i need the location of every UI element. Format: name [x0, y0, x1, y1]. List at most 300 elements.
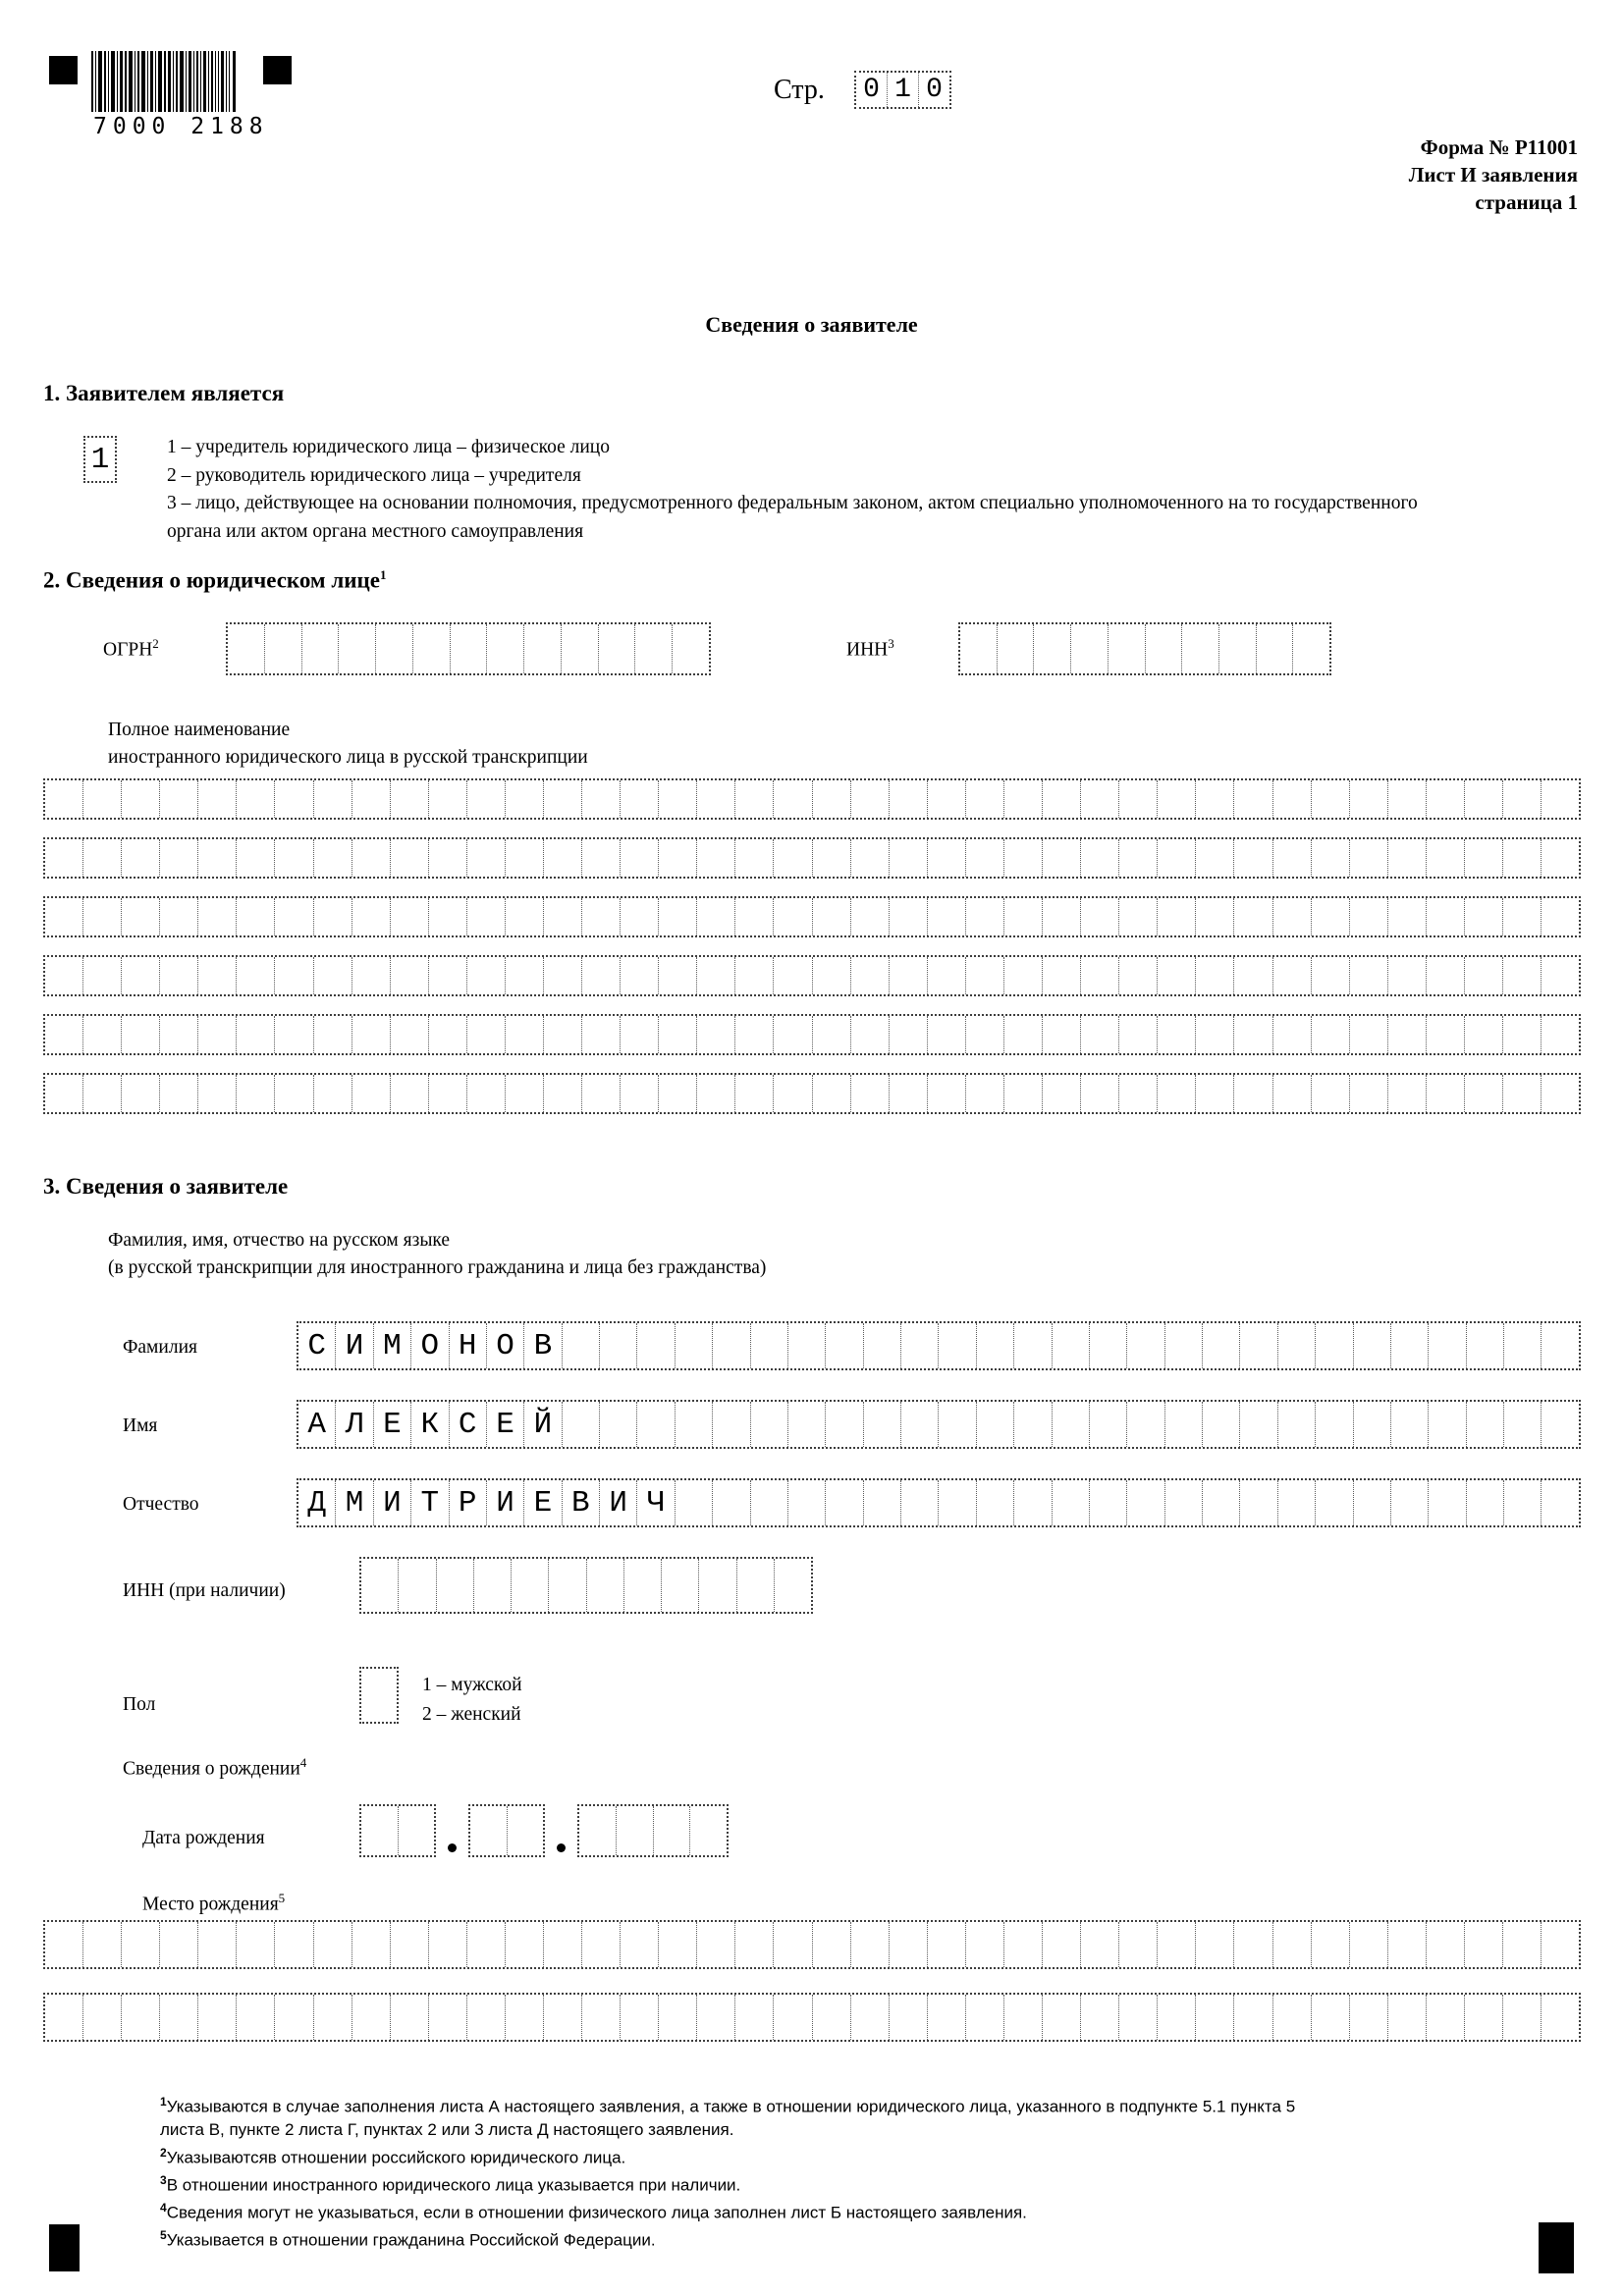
char-cell[interactable]: [788, 1402, 826, 1447]
char-cell[interactable]: [198, 1922, 237, 1967]
char-cell[interactable]: [1350, 1016, 1388, 1053]
char-cell[interactable]: [160, 898, 198, 935]
char-cell[interactable]: [1127, 1323, 1164, 1368]
char-cell[interactable]: [582, 780, 621, 818]
char-cell[interactable]: [265, 624, 302, 673]
char-cell[interactable]: [1053, 1323, 1090, 1368]
char-cell[interactable]: [361, 1559, 399, 1612]
birth-date-month-field[interactable]: [468, 1804, 545, 1857]
char-cell[interactable]: [1081, 1922, 1119, 1967]
char-cell[interactable]: [275, 898, 313, 935]
char-cell[interactable]: [1350, 957, 1388, 994]
char-cell[interactable]: [1388, 957, 1427, 994]
char-cell[interactable]: [751, 1402, 788, 1447]
char-cell[interactable]: [1388, 1016, 1427, 1053]
char-cell[interactable]: [1388, 839, 1427, 877]
char-cell[interactable]: [774, 1016, 812, 1053]
char-cell[interactable]: 1: [90, 442, 110, 477]
char-cell[interactable]: [1081, 1995, 1119, 2040]
char-cell[interactable]: [45, 1016, 83, 1053]
char-cell[interactable]: [512, 1559, 549, 1612]
char-cell[interactable]: [635, 624, 673, 673]
char-cell[interactable]: [621, 1995, 659, 2040]
char-cell[interactable]: [621, 898, 659, 935]
char-cell[interactable]: [352, 1995, 391, 2040]
char-cell[interactable]: [508, 1806, 544, 1855]
char-cell[interactable]: [813, 1922, 851, 1967]
char-cell[interactable]: [1354, 1480, 1391, 1525]
char-cell[interactable]: [621, 957, 659, 994]
char-cell[interactable]: [83, 1995, 122, 2040]
char-cell[interactable]: [713, 1480, 750, 1525]
char-cell[interactable]: [1234, 839, 1272, 877]
birth-date-day-field[interactable]: [359, 1804, 436, 1857]
char-cell[interactable]: [160, 1995, 198, 2040]
char-cell[interactable]: [122, 898, 160, 935]
char-cell[interactable]: [237, 1995, 275, 2040]
char-cell[interactable]: [361, 1669, 397, 1722]
char-cell[interactable]: [1388, 1922, 1427, 1967]
char-cell[interactable]: [391, 957, 429, 994]
char-cell[interactable]: [1196, 1016, 1234, 1053]
char-cell[interactable]: [1503, 1995, 1542, 2040]
char-cell[interactable]: [1158, 1075, 1196, 1112]
full-name-field-row-6[interactable]: [43, 1073, 1581, 1114]
char-cell[interactable]: [697, 1075, 735, 1112]
char-cell[interactable]: [1196, 1922, 1234, 1967]
char-cell[interactable]: [1427, 1075, 1465, 1112]
char-cell[interactable]: [467, 957, 506, 994]
char-cell[interactable]: [122, 1016, 160, 1053]
char-cell[interactable]: [966, 1075, 1004, 1112]
char-cell[interactable]: [851, 1995, 890, 2040]
char-cell[interactable]: [1429, 1323, 1466, 1368]
full-name-field-row-4[interactable]: [43, 955, 1581, 996]
char-cell[interactable]: [1158, 957, 1196, 994]
char-cell[interactable]: [1004, 1995, 1043, 2040]
char-cell[interactable]: [1119, 898, 1158, 935]
char-cell[interactable]: [939, 1402, 976, 1447]
char-cell[interactable]: [83, 839, 122, 877]
char-cell[interactable]: [1504, 1323, 1542, 1368]
char-cell[interactable]: В: [524, 1323, 562, 1368]
char-cell[interactable]: [1273, 839, 1312, 877]
char-cell[interactable]: [429, 898, 467, 935]
char-cell[interactable]: [1354, 1402, 1391, 1447]
char-cell[interactable]: [1240, 1402, 1277, 1447]
char-cell[interactable]: [122, 1075, 160, 1112]
char-cell[interactable]: [788, 1323, 826, 1368]
char-cell[interactable]: [1234, 1016, 1272, 1053]
char-cell[interactable]: [544, 1016, 582, 1053]
char-cell[interactable]: [506, 1075, 544, 1112]
char-cell[interactable]: [1427, 957, 1465, 994]
char-cell[interactable]: [1465, 1995, 1503, 2040]
char-cell[interactable]: [429, 957, 467, 994]
char-cell[interactable]: [659, 839, 697, 877]
char-cell[interactable]: [659, 957, 697, 994]
char-cell[interactable]: [826, 1323, 863, 1368]
char-cell[interactable]: [1004, 1922, 1043, 1967]
surname-field[interactable]: [297, 1321, 1581, 1370]
char-cell[interactable]: [1090, 1480, 1127, 1525]
char-cell[interactable]: [928, 898, 966, 935]
char-cell[interactable]: [1316, 1402, 1353, 1447]
char-cell[interactable]: [864, 1480, 901, 1525]
char-cell[interactable]: [751, 1323, 788, 1368]
char-cell[interactable]: [237, 780, 275, 818]
full-name-field-row-3[interactable]: [43, 896, 1581, 937]
char-cell[interactable]: [1273, 1016, 1312, 1053]
char-cell[interactable]: [1542, 1075, 1579, 1112]
char-cell[interactable]: [890, 898, 928, 935]
char-cell[interactable]: [735, 1016, 774, 1053]
char-cell[interactable]: [1196, 780, 1234, 818]
char-cell[interactable]: [1316, 1323, 1353, 1368]
char-cell[interactable]: [198, 1995, 237, 2040]
char-cell[interactable]: [1257, 624, 1294, 673]
char-cell[interactable]: [391, 898, 429, 935]
char-cell[interactable]: [1354, 1323, 1391, 1368]
char-cell[interactable]: [1014, 1480, 1052, 1525]
char-cell[interactable]: [198, 780, 237, 818]
char-cell[interactable]: [659, 1922, 697, 1967]
char-cell[interactable]: [966, 1922, 1004, 1967]
char-cell[interactable]: [544, 1995, 582, 2040]
char-cell[interactable]: [813, 898, 851, 935]
char-cell[interactable]: [506, 780, 544, 818]
char-cell[interactable]: [1158, 780, 1196, 818]
char-cell[interactable]: [302, 624, 340, 673]
char-cell[interactable]: [676, 1402, 713, 1447]
char-cell[interactable]: [314, 957, 352, 994]
char-cell[interactable]: [45, 898, 83, 935]
char-cell[interactable]: [659, 780, 697, 818]
char-cell[interactable]: [582, 898, 621, 935]
char-cell[interactable]: [83, 1075, 122, 1112]
char-cell[interactable]: [314, 898, 352, 935]
char-cell[interactable]: [582, 1016, 621, 1053]
char-cell[interactable]: [160, 839, 198, 877]
char-cell[interactable]: [697, 898, 735, 935]
char-cell[interactable]: [977, 1402, 1014, 1447]
char-cell[interactable]: [851, 957, 890, 994]
inn-personal-field[interactable]: [359, 1557, 813, 1614]
char-cell[interactable]: [1053, 1480, 1090, 1525]
char-cell[interactable]: [1004, 839, 1043, 877]
char-cell[interactable]: [228, 624, 265, 673]
char-cell[interactable]: [563, 1323, 600, 1368]
char-cell[interactable]: [1043, 898, 1081, 935]
char-cell[interactable]: [697, 1922, 735, 1967]
char-cell[interactable]: [1240, 1323, 1277, 1368]
inn-legal-field[interactable]: [958, 622, 1331, 675]
char-cell[interactable]: [774, 898, 812, 935]
char-cell[interactable]: [1203, 1402, 1240, 1447]
char-cell[interactable]: [735, 1075, 774, 1112]
char-cell[interactable]: [470, 1806, 508, 1855]
char-cell[interactable]: М: [374, 1323, 411, 1368]
char-cell[interactable]: [637, 1323, 675, 1368]
char-cell[interactable]: [1081, 839, 1119, 877]
char-cell[interactable]: К: [411, 1402, 449, 1447]
char-cell[interactable]: [1004, 1016, 1043, 1053]
char-cell[interactable]: [1542, 898, 1579, 935]
char-cell[interactable]: [467, 898, 506, 935]
char-cell[interactable]: [1158, 898, 1196, 935]
char-cell[interactable]: [890, 1016, 928, 1053]
char-cell[interactable]: [621, 1922, 659, 1967]
ogrn-field[interactable]: [226, 622, 711, 675]
char-cell[interactable]: [391, 1995, 429, 2040]
char-cell[interactable]: [851, 839, 890, 877]
char-cell[interactable]: [851, 1075, 890, 1112]
gender-field[interactable]: [359, 1667, 399, 1724]
char-cell[interactable]: [122, 839, 160, 877]
char-cell[interactable]: [890, 957, 928, 994]
char-cell[interactable]: [275, 1995, 313, 2040]
char-cell[interactable]: [1004, 780, 1043, 818]
page-number-field[interactable]: [854, 71, 951, 109]
char-cell[interactable]: [1391, 1480, 1429, 1525]
char-cell[interactable]: [399, 1806, 435, 1855]
char-cell[interactable]: [697, 780, 735, 818]
char-cell[interactable]: [45, 1995, 83, 2040]
char-cell[interactable]: [1542, 957, 1579, 994]
char-cell[interactable]: [928, 1016, 966, 1053]
char-cell[interactable]: [339, 624, 376, 673]
char-cell[interactable]: [83, 898, 122, 935]
char-cell[interactable]: [160, 1922, 198, 1967]
char-cell[interactable]: [1119, 839, 1158, 877]
char-cell[interactable]: [960, 624, 998, 673]
char-cell[interactable]: [1388, 1075, 1427, 1112]
char-cell[interactable]: [1467, 1402, 1504, 1447]
char-cell[interactable]: [713, 1323, 750, 1368]
char-cell[interactable]: [45, 1075, 83, 1112]
char-cell[interactable]: [1273, 780, 1312, 818]
char-cell[interactable]: [928, 957, 966, 994]
char-cell[interactable]: О: [487, 1323, 524, 1368]
char-cell[interactable]: [1542, 1323, 1578, 1368]
char-cell[interactable]: [901, 1323, 939, 1368]
char-cell[interactable]: [775, 1559, 811, 1612]
char-cell[interactable]: [1273, 1995, 1312, 2040]
char-cell[interactable]: [1090, 1402, 1127, 1447]
char-cell[interactable]: [352, 1016, 391, 1053]
char-cell[interactable]: [467, 1995, 506, 2040]
char-cell[interactable]: [544, 839, 582, 877]
char-cell[interactable]: [690, 1806, 727, 1855]
char-cell[interactable]: [399, 1559, 436, 1612]
char-cell[interactable]: [474, 1559, 512, 1612]
char-cell[interactable]: [1090, 1323, 1127, 1368]
char-cell[interactable]: [774, 1075, 812, 1112]
char-cell[interactable]: [774, 1995, 812, 2040]
char-cell[interactable]: [890, 780, 928, 818]
char-cell[interactable]: Л: [336, 1402, 373, 1447]
char-cell[interactable]: [1427, 1016, 1465, 1053]
char-cell[interactable]: [1542, 839, 1579, 877]
char-cell[interactable]: [160, 957, 198, 994]
char-cell[interactable]: [735, 1995, 774, 2040]
char-cell[interactable]: [275, 1075, 313, 1112]
char-cell[interactable]: [582, 1075, 621, 1112]
char-cell[interactable]: Р: [450, 1480, 487, 1525]
char-cell[interactable]: Й: [524, 1402, 562, 1447]
char-cell[interactable]: Д: [298, 1480, 336, 1525]
char-cell[interactable]: [1119, 780, 1158, 818]
char-cell[interactable]: [1312, 780, 1350, 818]
char-cell[interactable]: [1043, 1922, 1081, 1967]
char-cell[interactable]: [237, 957, 275, 994]
char-cell[interactable]: Н: [450, 1323, 487, 1368]
char-cell[interactable]: Е: [487, 1402, 524, 1447]
char-cell[interactable]: [1391, 1323, 1429, 1368]
char-cell[interactable]: [160, 1016, 198, 1053]
char-cell[interactable]: [198, 898, 237, 935]
char-cell[interactable]: [1503, 957, 1542, 994]
char-cell[interactable]: [314, 780, 352, 818]
char-cell[interactable]: [487, 624, 524, 673]
char-cell[interactable]: [1234, 1922, 1272, 1967]
char-cell[interactable]: [83, 957, 122, 994]
birth-place-field-row-2[interactable]: [43, 1993, 1581, 2042]
char-cell[interactable]: [1081, 1016, 1119, 1053]
char-cell[interactable]: [826, 1480, 863, 1525]
char-cell[interactable]: [1504, 1402, 1542, 1447]
char-cell[interactable]: [1165, 1480, 1203, 1525]
char-cell[interactable]: [813, 1075, 851, 1112]
char-cell[interactable]: [1542, 1922, 1579, 1967]
char-cell[interactable]: [901, 1402, 939, 1447]
char-cell[interactable]: [774, 780, 812, 818]
char-cell[interactable]: [1127, 1402, 1164, 1447]
char-cell[interactable]: [1427, 839, 1465, 877]
char-cell[interactable]: [737, 1559, 775, 1612]
char-cell[interactable]: [928, 1075, 966, 1112]
char-cell[interactable]: [1312, 957, 1350, 994]
char-cell[interactable]: [1350, 1075, 1388, 1112]
char-cell[interactable]: [1278, 1480, 1316, 1525]
char-cell[interactable]: [1043, 957, 1081, 994]
char-cell[interactable]: [1350, 839, 1388, 877]
char-cell[interactable]: [237, 1922, 275, 1967]
char-cell[interactable]: О: [411, 1323, 449, 1368]
char-cell[interactable]: [1388, 898, 1427, 935]
char-cell[interactable]: [1542, 1995, 1579, 2040]
char-cell[interactable]: [621, 1016, 659, 1053]
char-cell[interactable]: [1234, 1075, 1272, 1112]
char-cell[interactable]: [864, 1323, 901, 1368]
char-cell[interactable]: [1196, 839, 1234, 877]
char-cell[interactable]: [544, 957, 582, 994]
char-cell[interactable]: [600, 1402, 637, 1447]
char-cell[interactable]: [1240, 1480, 1277, 1525]
char-cell[interactable]: [1081, 898, 1119, 935]
char-cell[interactable]: [813, 780, 851, 818]
char-cell[interactable]: [122, 1922, 160, 1967]
char-cell[interactable]: [1465, 839, 1503, 877]
char-cell[interactable]: [890, 1075, 928, 1112]
char-cell[interactable]: [659, 1075, 697, 1112]
char-cell[interactable]: [600, 1323, 637, 1368]
char-cell[interactable]: [1014, 1402, 1052, 1447]
char-cell[interactable]: [697, 839, 735, 877]
char-cell[interactable]: [617, 1806, 654, 1855]
char-cell[interactable]: [506, 957, 544, 994]
char-cell[interactable]: [851, 1922, 890, 1967]
char-cell[interactable]: [314, 839, 352, 877]
char-cell[interactable]: [1293, 624, 1329, 673]
char-cell[interactable]: [582, 957, 621, 994]
char-cell[interactable]: [735, 839, 774, 877]
char-cell[interactable]: [1503, 1016, 1542, 1053]
char-cell[interactable]: [1312, 1016, 1350, 1053]
char-cell[interactable]: [735, 780, 774, 818]
char-cell[interactable]: [1109, 624, 1146, 673]
char-cell[interactable]: [1465, 898, 1503, 935]
char-cell[interactable]: [83, 1922, 122, 1967]
char-cell[interactable]: [928, 839, 966, 877]
char-cell[interactable]: [1429, 1402, 1466, 1447]
char-cell[interactable]: [198, 1075, 237, 1112]
char-cell[interactable]: [429, 839, 467, 877]
char-cell[interactable]: [697, 1016, 735, 1053]
char-cell[interactable]: [621, 780, 659, 818]
char-cell[interactable]: [1503, 780, 1542, 818]
char-cell[interactable]: [1427, 1995, 1465, 2040]
char-cell[interactable]: [1278, 1323, 1316, 1368]
char-cell[interactable]: [1465, 1016, 1503, 1053]
char-cell[interactable]: [1542, 1402, 1578, 1447]
char-cell[interactable]: [83, 780, 122, 818]
char-cell[interactable]: [624, 1559, 662, 1612]
char-cell[interactable]: [1467, 1480, 1504, 1525]
char-cell[interactable]: [977, 1323, 1014, 1368]
char-cell[interactable]: [467, 839, 506, 877]
char-cell[interactable]: [579, 1806, 617, 1855]
char-cell[interactable]: [1234, 780, 1272, 818]
char-cell[interactable]: [813, 957, 851, 994]
char-cell[interactable]: [1503, 839, 1542, 877]
char-cell[interactable]: [1388, 780, 1427, 818]
char-cell[interactable]: [1350, 1922, 1388, 1967]
char-cell[interactable]: [1465, 780, 1503, 818]
char-cell[interactable]: [544, 1075, 582, 1112]
char-cell[interactable]: [1053, 1402, 1090, 1447]
char-cell[interactable]: [1312, 1995, 1350, 2040]
char-cell[interactable]: [1119, 1016, 1158, 1053]
char-cell[interactable]: [352, 898, 391, 935]
char-cell[interactable]: [1081, 780, 1119, 818]
char-cell[interactable]: 0: [856, 73, 888, 107]
char-cell[interactable]: Е: [374, 1402, 411, 1447]
char-cell[interactable]: [352, 1075, 391, 1112]
char-cell[interactable]: [429, 780, 467, 818]
char-cell[interactable]: [1043, 1995, 1081, 2040]
char-cell[interactable]: [1350, 1995, 1388, 2040]
char-cell[interactable]: [654, 1806, 691, 1855]
char-cell[interactable]: [1503, 898, 1542, 935]
char-cell[interactable]: [928, 1995, 966, 2040]
char-cell[interactable]: [788, 1480, 826, 1525]
char-cell[interactable]: [1071, 624, 1109, 673]
char-cell[interactable]: [1004, 898, 1043, 935]
char-cell[interactable]: [1465, 1922, 1503, 1967]
char-cell[interactable]: [637, 1402, 675, 1447]
char-cell[interactable]: [673, 624, 709, 673]
